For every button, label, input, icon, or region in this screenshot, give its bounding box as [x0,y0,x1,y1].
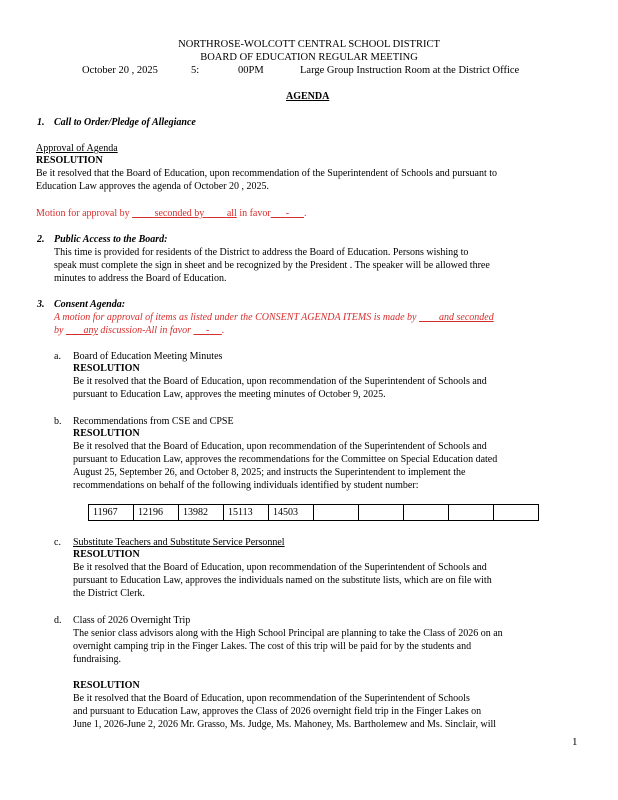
consent-dash: - [205,325,210,336]
item-b-title: Recommendations from CSE and CPSE [73,416,234,427]
motion-blank-3 [271,208,286,219]
page-number: 1 [572,736,578,748]
consent-blank-4 [209,325,222,336]
item-d-resolution-line-1: Be it resolved that the Board of Education, upon recommendation of the Superintendent of Schools [73,693,470,704]
item-c-line-2: pursuant to Education Law, approves the individuals named on the substitute lists, which are on file with [73,575,492,586]
consent-discussion: discussion-All in favor [97,325,194,336]
consent-motion-line-2: by any discussion-All in favor - . [54,325,225,336]
motion-text: Motion for approval by [36,208,133,219]
item-c-line-3: the District Clerk. [73,588,145,599]
section-2-number: 2. [37,234,45,245]
meeting-date: October 20 , 2025 [82,65,158,76]
approval-title: Approval of Agenda [36,143,118,154]
item-d-line-1: The senior class advisors along with the High School Principal are planning to take the Class of 2026 on an [73,628,503,639]
section-1-title: Call to Order/Pledge of Allegiance [54,117,196,128]
item-c-title: Substitute Teachers and Substitute Service Personnel [73,537,285,548]
item-a-letter: a. [54,351,61,362]
meeting-time: 00PM [238,65,264,76]
item-b-line-1: Be it resolved that the Board of Education, upon recommendation of the Superintendent of Schools and [73,441,487,452]
motion-dash: - [285,208,290,219]
consent-blank-2 [66,325,84,336]
student-number-cell-empty [314,505,359,521]
section-2-title: Public Access to the Board: [54,234,168,245]
item-a-resolution-heading: RESOLUTION [73,363,140,374]
student-number-table [88,504,539,521]
item-c-letter: c. [54,537,61,548]
consent-seconded: and seconded [439,312,494,323]
consent-blank-3 [193,325,206,336]
student-number-cell-empty [359,505,404,521]
motion-blank-4 [289,208,304,219]
agenda-title: AGENDA [286,91,330,102]
section-3-title: Consent Agenda: [54,299,126,310]
item-d-letter: d. [54,615,62,626]
student-number-cell: 13982 [179,505,224,521]
student-number-cell-empty [494,505,539,521]
student-number-cell: 12196 [134,505,179,521]
student-number-cell: 11967 [89,505,134,521]
approval-resolution-heading: RESOLUTION [36,155,103,166]
approval-resolution-line-2: Education Law approves the agenda of October 20 , 2025. [36,181,269,192]
item-d-resolution-heading: RESOLUTION [73,680,140,691]
motion-in-favor: in favor [236,208,271,219]
student-number-row [89,505,539,521]
approval-resolution-line-1: Be it resolved that the Board of Education, upon recommendation of the Superintendent of Schools and pursuant to [36,168,498,179]
section-2-line-2: speak must complete the sign in sheet and be recognized by the President . The speaker will be allowed three [54,260,490,271]
item-c-line-1: Be it resolved that the Board of Education, upon recommendation of the Superintendent of Schools and [73,562,487,573]
section-2-line-1: This time is provided for residents of the District to address the Board of Education. Persons wishing to [54,247,469,258]
item-d-resolution-line-3: June 1, 2026-June 2, 2026 Mr. Grasso, Ms. Judge, Ms. Mahoney, Ms. Bartholemew and Ms. Sinclair, will [73,719,497,730]
approval-motion: Motion for approval by seconded by all in favor - . [36,208,307,219]
consent-blank-1 [419,312,439,323]
meeting-location: Large Group Instruction Room at the District Office [300,65,520,76]
item-d-resolution-line-2: and pursuant to Education Law, approves the Class of 2026 overnight field trip in the Finger Lakes on [73,706,482,717]
consent-motion-line-1 [54,311,494,324]
item-d-line-3: fundraising. [73,654,122,665]
meeting-title: BOARD OF EDUCATION REGULAR MEETING [200,52,418,63]
section-2-line-3: minutes to address the Board of Education. [54,273,227,284]
item-a-line-1: Be it resolved that the Board of Education, upon recommendation of the Superintendent of Schools and [73,376,487,387]
motion-seconded: seconded by [154,208,207,219]
student-number-cell: 14503 [269,505,314,521]
item-d-title: Class of 2026 Overnight Trip [73,615,191,626]
consent-any: any [83,325,98,336]
item-b-letter: b. [54,416,62,427]
section-1-number: 1. [37,117,45,128]
item-b-resolution-heading: RESOLUTION [73,428,140,439]
item-b-line-4: recommendations on behalf of the following individuals identified by student number: [73,480,419,491]
item-a-line-2: pursuant to Education Law, approves the meeting minutes of October 9, 2025. [73,389,386,400]
item-c-resolution-heading: RESOLUTION [73,549,140,560]
item-d-line-2: overnight camping trip in the Finger Lakes. The cost of this trip will be paid for by the students and [73,641,472,652]
motion-blank-2 [207,208,227,219]
item-a-title: Board of Education Meeting Minutes [73,351,223,362]
item-b-line-2: pursuant to Education Law, approves the recommendations for the Committee on Special Education dated [73,454,498,465]
district-name: NORTHROSE-WOLCOTT CENTRAL SCHOOL DISTRICT [178,39,440,50]
consent-by: by [54,325,66,336]
consent-motion-text: A motion for approval of items as listed under the CONSENT AGENDA ITEMS is made by [54,312,419,323]
item-b-line-3: August 25, September 26, and October 8, 2025; and instructs the Superintendent to implement the [73,467,466,478]
student-number-cell-empty [404,505,449,521]
student-number-cell: 15113 [224,505,269,521]
motion-all: all [226,208,237,219]
section-3-number: 3. [37,299,45,310]
meeting-time-hour: 5: [191,65,200,76]
motion-blank-1 [132,208,155,219]
student-number-cell-empty [449,505,494,521]
